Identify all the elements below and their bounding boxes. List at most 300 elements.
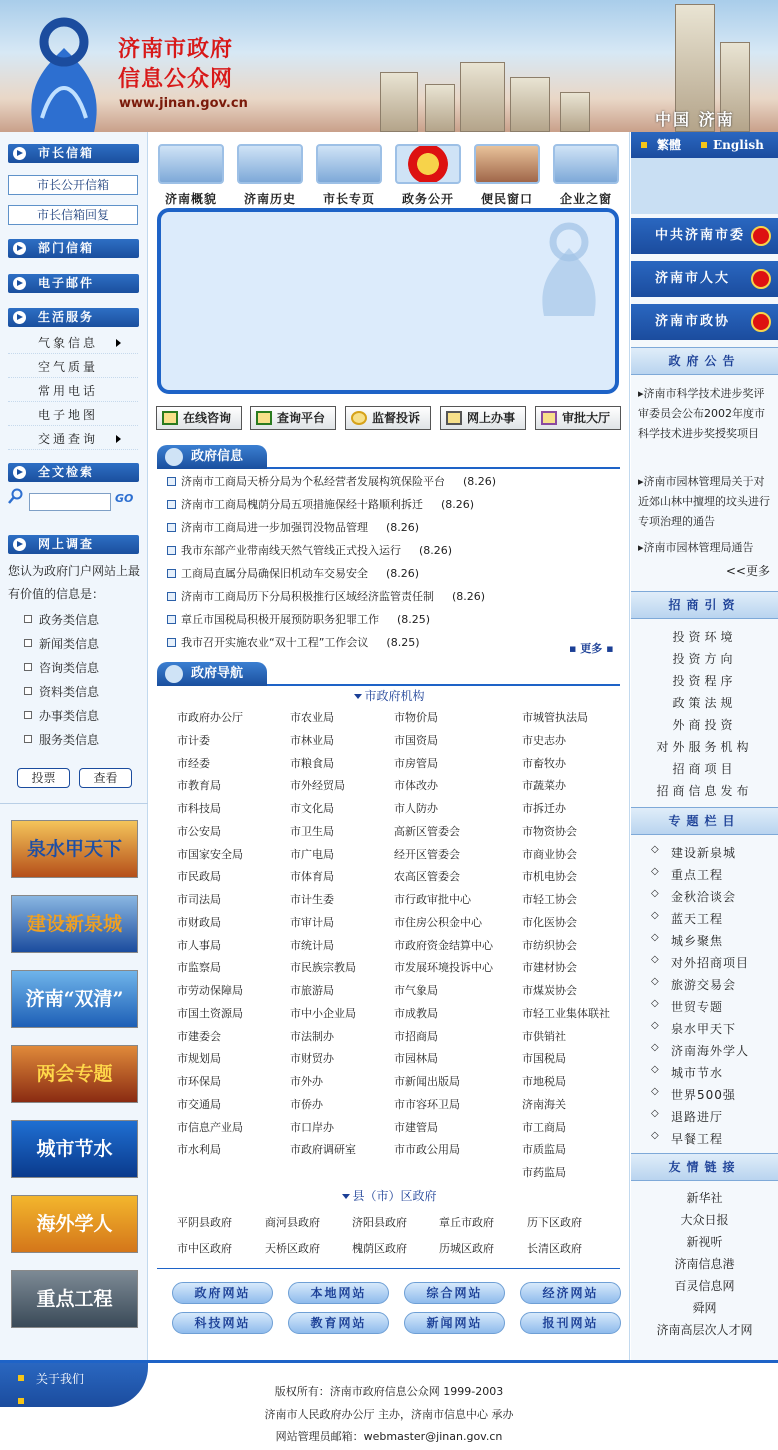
arrow-bullet-icon [13, 147, 26, 160]
mayor-mail-reply-button[interactable]: 市长信箱回复 [8, 205, 138, 225]
friend-link[interactable]: 新视听 [686, 1235, 723, 1249]
org-link[interactable]: 济南海关 [522, 1097, 566, 1111]
main-column [149, 132, 630, 1360]
topic-link[interactable] [653, 1086, 736, 1103]
org-link[interactable]: 市机电协会 [522, 870, 577, 884]
invest-link[interactable]: 政策法规 [672, 696, 737, 710]
site-category-button[interactable]: 经济网站 [520, 1282, 621, 1304]
news-date: (8.26) [452, 590, 486, 603]
life-item-map[interactable] [8, 404, 138, 426]
org-link[interactable]: 市政府办公厅 [177, 711, 243, 724]
org-link[interactable]: 市劳动保障局 [177, 984, 243, 997]
party-emblem-icon [751, 226, 771, 246]
language-bar [631, 132, 778, 158]
gov-info-title: 政府信息 [157, 445, 267, 469]
life-item-label: 气象信息 [38, 336, 99, 350]
topic-label: 世界500强 [671, 1088, 736, 1102]
org-link[interactable]: 市质监局 [522, 1143, 566, 1157]
friend-link[interactable]: 百灵信息网 [674, 1279, 735, 1293]
org-link[interactable]: 市司法局 [177, 893, 221, 906]
org-link[interactable]: 市国土资源局 [177, 1006, 243, 1020]
vote-button[interactable]: 投票 [17, 768, 70, 788]
site-category-button[interactable]: 政府网站 [172, 1282, 273, 1304]
org-link[interactable]: 市教育局 [177, 779, 221, 793]
org-link[interactable]: 市计生委 [290, 893, 334, 906]
submenu-arrow-icon [116, 339, 121, 347]
county-link[interactable]: 长清区政府 [527, 1242, 582, 1255]
spacer-panel [631, 158, 778, 214]
life-item-weather[interactable] [8, 332, 138, 354]
news-title: 济南市工商局历下分局积极推行区域经济监管责任制 [181, 590, 434, 603]
news-item[interactable] [167, 496, 474, 514]
survey-label: 网上调查 [38, 537, 95, 551]
survey-question: 您认为政府门户网站上最有价值的信息是： [8, 564, 141, 601]
topic-label: 建设新泉城 [671, 846, 737, 860]
survey-option-checkbox[interactable] [24, 615, 32, 623]
org-link[interactable]: 市口岸办 [290, 1120, 334, 1134]
org-link[interactable]: 市住房公积金中心 [394, 915, 482, 929]
notice-header: 政府公告 [631, 347, 778, 375]
star-emblem-icon[interactable] [395, 144, 461, 184]
org-link[interactable]: 市物资协会 [522, 824, 577, 838]
org-link[interactable]: 市行政审批中心 [394, 893, 471, 906]
topic-label: 世贸专题 [671, 1000, 724, 1014]
news-title: 济南市工商局天桥分局为个私经营者发展构筑保险平台 [181, 475, 445, 488]
nav-overview[interactable]: 济南概貌 [164, 192, 217, 206]
host-text: 济南市人民政府办公厅 主办，济南市信息中心 承办 [264, 1408, 514, 1421]
county-link[interactable]: 槐荫区政府 [352, 1242, 407, 1255]
survey-option-checkbox[interactable] [24, 687, 32, 695]
news-title: 济南市工商局槐荫分局五项措施保经十路顺利拆迁 [181, 498, 423, 511]
site-url: www.jinan.gov.cn [119, 96, 248, 111]
supervise-icon [351, 411, 367, 425]
notice-more-link[interactable]: <<更多 [725, 564, 770, 578]
online-consult-button[interactable] [156, 406, 242, 430]
news-more-link[interactable]: ▪ 更多 ▪ [569, 642, 614, 655]
topic-link[interactable] [653, 998, 723, 1015]
org-link[interactable]: 市财政局 [177, 915, 221, 929]
org-link[interactable]: 市市政公用局 [394, 1143, 460, 1157]
org-link[interactable]: 市文化局 [290, 802, 334, 815]
news-date: (8.25) [397, 613, 431, 626]
org-link[interactable]: 市拆迁办 [522, 802, 566, 815]
org-link[interactable]: 市体改办 [394, 779, 438, 793]
friend-link[interactable]: 大众日报 [680, 1213, 729, 1227]
notice-item[interactable]: ▸济南市科学技术进步奖评审委员会公布2002年度市科学技术进步奖授奖项目 [638, 387, 765, 440]
site-header [0, 0, 778, 132]
gov-guide-header [157, 662, 620, 686]
news-title: 工商局直属分局确保旧机动车交易安全 [181, 567, 368, 580]
survey-option-label: 服务类信息 [39, 733, 100, 747]
cppcc-emblem-icon [751, 312, 771, 332]
location-label: 中国 济南 [655, 110, 735, 129]
life-item-label: 空气质量 [38, 360, 99, 374]
view-results-button[interactable]: 查看 [79, 768, 132, 788]
org-link[interactable]: 市人事局 [177, 938, 221, 952]
links-header: 友情链接 [631, 1153, 778, 1181]
org-link[interactable]: 市规划局 [177, 1052, 221, 1066]
org-link[interactable]: 市招商局 [394, 1029, 438, 1043]
online-affairs-label: 网上办事 [467, 411, 516, 425]
org-link[interactable]: 市广电局 [290, 847, 334, 861]
org-link[interactable]: 市建管局 [394, 1120, 438, 1134]
org-link[interactable]: 市建材协会 [522, 961, 577, 975]
arrow-bullet-icon [13, 277, 26, 290]
org-link[interactable]: 市民政局 [177, 870, 221, 884]
org-link[interactable]: 市工商局 [522, 1120, 566, 1134]
county-link[interactable]: 历城区政府 [439, 1242, 494, 1255]
site-category-button[interactable]: 教育网站 [288, 1312, 389, 1334]
search-label: 全文检索 [38, 465, 95, 479]
org-link[interactable]: 市审计局 [290, 915, 334, 929]
org-link[interactable]: 市旅游局 [290, 984, 334, 997]
org-link[interactable]: 市史志办 [522, 733, 566, 747]
org-link[interactable]: 市药监局 [522, 1166, 566, 1179]
news-date: (8.25) [386, 636, 420, 649]
org-link[interactable]: 市城管执法局 [522, 711, 588, 724]
site-category-button[interactable]: 科技网站 [172, 1312, 273, 1334]
county-link[interactable]: 平阴县政府 [177, 1216, 232, 1229]
skyline-building [380, 72, 418, 132]
nav-service-window[interactable]: 便民窗口 [480, 192, 533, 206]
about-us-label: 关于我们 [36, 1372, 85, 1386]
org-link[interactable]: 市畜牧办 [522, 756, 566, 770]
topic-link[interactable] [653, 1064, 723, 1081]
org-link[interactable]: 市化医协会 [522, 915, 577, 929]
news-bullet-icon [167, 638, 176, 647]
gov-info-header [157, 445, 620, 469]
org-link[interactable]: 市轻工业集体联社 [522, 1006, 610, 1020]
org-link[interactable]: 市物价局 [394, 711, 438, 724]
org-link[interactable]: 市统计局 [290, 938, 334, 952]
topic-link[interactable] [653, 954, 749, 971]
org-link[interactable]: 市煤炭协会 [522, 984, 577, 997]
topic-link[interactable] [653, 844, 736, 861]
org-link[interactable]: 市民族宗教局 [290, 961, 356, 975]
news-title: 章丘市国税局积极开展预防职务犯罪工作 [181, 613, 379, 626]
life-item-label: 电子地图 [38, 408, 99, 422]
org-link[interactable]: 市体育局 [290, 870, 334, 884]
history-nav-icon[interactable] [237, 144, 303, 184]
banner-two-sessions[interactable]: 两会专题 [11, 1045, 138, 1103]
org-link[interactable]: 市外办 [290, 1075, 323, 1088]
org-link[interactable]: 市蔬菜办 [522, 779, 566, 793]
news-item[interactable] [167, 542, 452, 560]
peoples-congress-link[interactable] [631, 261, 778, 297]
fountain-watermark-icon [529, 216, 609, 316]
topic-link[interactable] [653, 1130, 723, 1147]
friend-link[interactable]: 济南高层次人才网 [656, 1323, 753, 1337]
county-link[interactable]: 章丘市政府 [439, 1216, 494, 1229]
party-committee-label: 中共济南市委 [655, 228, 746, 243]
arrow-bullet-icon [13, 242, 26, 255]
national-emblem-icon [751, 269, 771, 289]
topic-link[interactable] [653, 976, 736, 993]
mayor-open-mailbox-button[interactable]: 市长公开信箱 [8, 175, 138, 195]
online-consult-label: 在线咨询 [183, 411, 232, 425]
copyright-text: 版权所有：济南市政府信息公众网 1999-2003 [274, 1385, 504, 1398]
topic-label: 济南海外学人 [671, 1044, 750, 1058]
query-icon [256, 411, 272, 425]
supervise-complaint-button[interactable] [345, 406, 431, 430]
survey-option-label: 资料类信息 [39, 685, 100, 699]
mayor-page-nav-icon[interactable] [316, 144, 382, 184]
query-platform-label: 查询平台 [277, 411, 326, 425]
org-link[interactable]: 市气象局 [394, 984, 438, 997]
approval-hall-button[interactable] [535, 406, 621, 430]
survey-header [8, 535, 139, 554]
county-section-title [149, 1187, 630, 1204]
invest-header: 招商引资 [631, 591, 778, 619]
org-section-title [149, 687, 630, 704]
banner-double-clear[interactable]: 济南“双清” [11, 970, 138, 1028]
site-title-line1: 济南市政府 [118, 36, 234, 62]
arrow-bullet-icon [13, 538, 26, 551]
feature-display-panel [157, 208, 619, 394]
org-link[interactable]: 市政府调研室 [290, 1143, 356, 1157]
online-affairs-button[interactable] [440, 406, 526, 430]
cppcc-link[interactable] [631, 304, 778, 340]
invest-link[interactable]: 招商信息发布 [656, 784, 753, 798]
notice-text: 济南市园林管理局关于对近郊山林中擅埋的坟头进行专项治理的通告 [638, 475, 770, 528]
org-link[interactable]: 市人防办 [394, 802, 438, 815]
org-link[interactable]: 市园林局 [394, 1052, 438, 1066]
email-label: 电子邮件 [38, 276, 95, 290]
topic-label: 蓝天工程 [671, 912, 724, 926]
org-link[interactable]: 市环保局 [177, 1075, 221, 1088]
overview-nav-icon[interactable] [158, 144, 224, 184]
news-date: (8.26) [419, 544, 453, 557]
org-link[interactable]: 市外经贸局 [290, 779, 345, 793]
survey-option-checkbox[interactable] [24, 639, 32, 647]
invest-link[interactable]: 对外服务机构 [656, 740, 753, 754]
search-input[interactable] [29, 493, 111, 511]
news-bullet-icon [167, 569, 176, 578]
search-icon [8, 488, 24, 504]
enterprise-nav-icon[interactable] [553, 144, 619, 184]
topic-link[interactable] [653, 910, 723, 927]
topic-link[interactable] [653, 1020, 736, 1037]
org-link[interactable]: 市商业协会 [522, 847, 577, 861]
org-link[interactable]: 市成教局 [394, 1006, 438, 1020]
news-date: (8.26) [386, 567, 420, 580]
county-link[interactable]: 商河县政府 [265, 1216, 320, 1229]
supervise-label: 监督投诉 [372, 411, 421, 425]
search-header [8, 463, 139, 482]
news-bullet-icon [167, 615, 176, 624]
org-title-label: 市政府机构 [364, 689, 425, 703]
news-item[interactable] [167, 473, 496, 491]
survey-option-label: 政务类信息 [39, 613, 100, 627]
query-platform-button[interactable] [250, 406, 336, 430]
email-header[interactable] [8, 274, 139, 293]
banner-water-saving[interactable]: 城市节水 [11, 1120, 138, 1178]
notice-item[interactable]: ▸济南市园林管理局关于对近郊山林中擅埋的坟头进行专项治理的通告 [638, 475, 770, 528]
life-item-traffic[interactable] [8, 428, 138, 450]
org-link[interactable]: 市国家安全局 [177, 847, 243, 861]
skyline-building [510, 77, 550, 132]
org-link[interactable]: 市经委 [177, 756, 210, 770]
site-category-button[interactable]: 本地网站 [288, 1282, 389, 1304]
news-item[interactable] [167, 588, 485, 606]
org-link[interactable]: 市林业局 [290, 733, 334, 747]
org-link[interactable]: 经开区管委会 [394, 847, 460, 861]
survey-option-checkbox[interactable] [24, 711, 32, 719]
banner-spring[interactable]: 泉水甲天下 [11, 820, 138, 878]
topic-label: 城乡聚焦 [671, 934, 724, 948]
more-label: 更多 [580, 642, 603, 655]
org-link[interactable]: 市发展环境投诉中心 [394, 961, 493, 975]
org-link[interactable]: 市市容环卫局 [394, 1097, 460, 1111]
news-date: (8.26) [463, 475, 497, 488]
news-item[interactable] [167, 611, 430, 629]
friend-link[interactable]: 新华社 [686, 1191, 723, 1205]
skyline-building [425, 84, 455, 132]
fountain-logo-icon [14, 8, 114, 132]
invest-link[interactable]: 投资环境 [672, 630, 737, 644]
county-link[interactable]: 市中区政府 [177, 1242, 232, 1255]
news-bullet-icon [167, 523, 176, 532]
org-link[interactable]: 市供销社 [522, 1029, 566, 1043]
survey-option-checkbox[interactable] [24, 663, 32, 671]
news-title: 我市召开实施农业“双十工程”工作会议 [181, 636, 369, 649]
computer-icon [446, 411, 462, 425]
topic-label: 泉水甲天下 [671, 1022, 737, 1036]
org-link[interactable]: 市建委会 [177, 1029, 221, 1043]
dept-mail-header[interactable] [8, 239, 139, 258]
peoples-congress-label: 济南市人大 [655, 271, 731, 286]
site-footer [0, 1360, 778, 1450]
org-link[interactable]: 市信息产业局 [177, 1120, 243, 1134]
party-committee-link[interactable] [631, 218, 778, 254]
survey-option-label: 办事类信息 [39, 709, 100, 723]
cppcc-label: 济南市政协 [655, 314, 731, 329]
invest-link[interactable]: 投资方向 [672, 652, 737, 666]
notice-item[interactable]: ▸济南市园林管理局通告 [638, 541, 754, 554]
invest-link[interactable]: 投资程序 [672, 674, 737, 688]
org-link[interactable]: 市监察局 [177, 961, 221, 975]
life-item-air[interactable] [8, 356, 138, 378]
topic-link[interactable] [653, 1108, 723, 1125]
topic-label: 旅游交易会 [671, 978, 737, 992]
life-service-header[interactable] [8, 308, 139, 327]
org-link[interactable]: 市政府资金结算中心 [394, 938, 493, 952]
bullet-icon [701, 142, 707, 148]
traditional-chinese-link[interactable]: 繁體 [657, 138, 682, 152]
topic-link[interactable] [653, 866, 723, 883]
org-link[interactable]: 市科技局 [177, 802, 221, 815]
org-link[interactable]: 市国资局 [394, 733, 438, 747]
nav-history[interactable]: 济南历史 [243, 192, 296, 206]
skyline-building [560, 92, 590, 132]
org-link[interactable]: 市财贸办 [290, 1052, 334, 1066]
org-link[interactable]: 市轻工协会 [522, 893, 577, 906]
org-link[interactable]: 市国税局 [522, 1052, 566, 1066]
topic-label: 金秋洽谈会 [671, 890, 737, 904]
org-link[interactable]: 高新区管委会 [394, 824, 460, 838]
org-link[interactable]: 市粮食局 [290, 756, 334, 770]
nav-mayor-page[interactable]: 市长专页 [322, 192, 375, 206]
friend-link[interactable]: 济南信息港 [674, 1257, 735, 1271]
county-link[interactable]: 历下区政府 [527, 1216, 582, 1229]
org-link[interactable]: 市公安局 [177, 824, 221, 838]
org-link[interactable]: 市法制办 [290, 1029, 334, 1043]
org-link[interactable]: 市纺织协会 [522, 938, 577, 952]
org-link[interactable]: 市水利局 [177, 1143, 221, 1157]
site-category-button[interactable]: 报刊网站 [520, 1312, 621, 1334]
news-bullet-icon [167, 592, 176, 601]
banner-build-city[interactable]: 建设新泉城 [11, 895, 138, 953]
banner-key-projects[interactable]: 重点工程 [11, 1270, 138, 1328]
invest-link[interactable]: 招商项目 [672, 762, 737, 776]
topic-link[interactable] [653, 1042, 749, 1059]
triangle-down-icon [354, 694, 362, 699]
arrow-bullet-icon [13, 466, 26, 479]
site-category-button[interactable]: 综合网站 [404, 1282, 505, 1304]
topic-link[interactable] [653, 932, 723, 949]
search-go-button[interactable]: GO [115, 492, 134, 505]
topic-label: 城市节水 [671, 1066, 724, 1080]
county-title-label: 县（市）区政府 [352, 1189, 437, 1203]
org-link[interactable]: 市地税局 [522, 1075, 566, 1088]
skyline-building [460, 62, 505, 132]
site-title-line2: 信息公众网 [118, 66, 234, 92]
invest-link[interactable]: 外商投资 [672, 718, 737, 732]
pen-icon [541, 411, 557, 425]
county-link[interactable]: 济阳县政府 [352, 1216, 407, 1229]
org-link[interactable]: 市农业局 [290, 711, 334, 724]
submenu-arrow-icon [116, 435, 121, 443]
county-link[interactable]: 天桥区政府 [265, 1242, 320, 1255]
topic-link[interactable] [653, 888, 736, 905]
news-date: (8.26) [441, 498, 475, 511]
org-link[interactable]: 市新闻出版局 [394, 1075, 460, 1088]
banner-overseas-scholars[interactable]: 海外学人 [11, 1195, 138, 1253]
arrow-bullet-icon [13, 311, 26, 324]
org-link[interactable]: 市中小企业局 [290, 1006, 356, 1020]
friend-link[interactable]: 舜网 [692, 1301, 717, 1315]
gov-guide-title: 政府导航 [157, 662, 267, 686]
nav-gov-affairs[interactable]: 政务公开 [401, 192, 454, 206]
news-bullet-icon [167, 500, 176, 509]
right-sidebar [631, 132, 778, 1360]
life-item-phone[interactable] [8, 380, 138, 402]
topic-label: 重点工程 [671, 868, 724, 882]
notice-text: 济南市园林管理局通告 [643, 541, 754, 554]
survey-option-checkbox[interactable] [24, 735, 32, 743]
org-link[interactable]: 市侨办 [290, 1097, 323, 1111]
news-bullet-icon [167, 546, 176, 555]
topic-label: 对外招商项目 [671, 956, 750, 970]
news-item[interactable] [167, 519, 419, 537]
org-link[interactable]: 市卫生局 [290, 824, 334, 838]
org-link[interactable]: 市计委 [177, 733, 210, 747]
mayor-mail-header[interactable] [8, 144, 139, 163]
org-link[interactable]: 市房管局 [394, 756, 438, 770]
service-window-nav-icon[interactable] [474, 144, 540, 184]
org-link[interactable]: 农高区管委会 [394, 870, 460, 884]
english-link[interactable]: English [713, 138, 764, 152]
site-category-button[interactable]: 新闻网站 [404, 1312, 505, 1334]
triangle-down-icon [342, 1194, 350, 1199]
site-title [118, 34, 233, 94]
news-item[interactable] [167, 634, 419, 652]
topic-header: 专题栏目 [631, 807, 778, 835]
life-item-label: 交通查询 [38, 432, 99, 446]
org-link[interactable]: 市交通局 [177, 1097, 221, 1111]
nav-enterprise[interactable]: 企业之窗 [559, 192, 612, 206]
news-item[interactable] [167, 565, 419, 583]
